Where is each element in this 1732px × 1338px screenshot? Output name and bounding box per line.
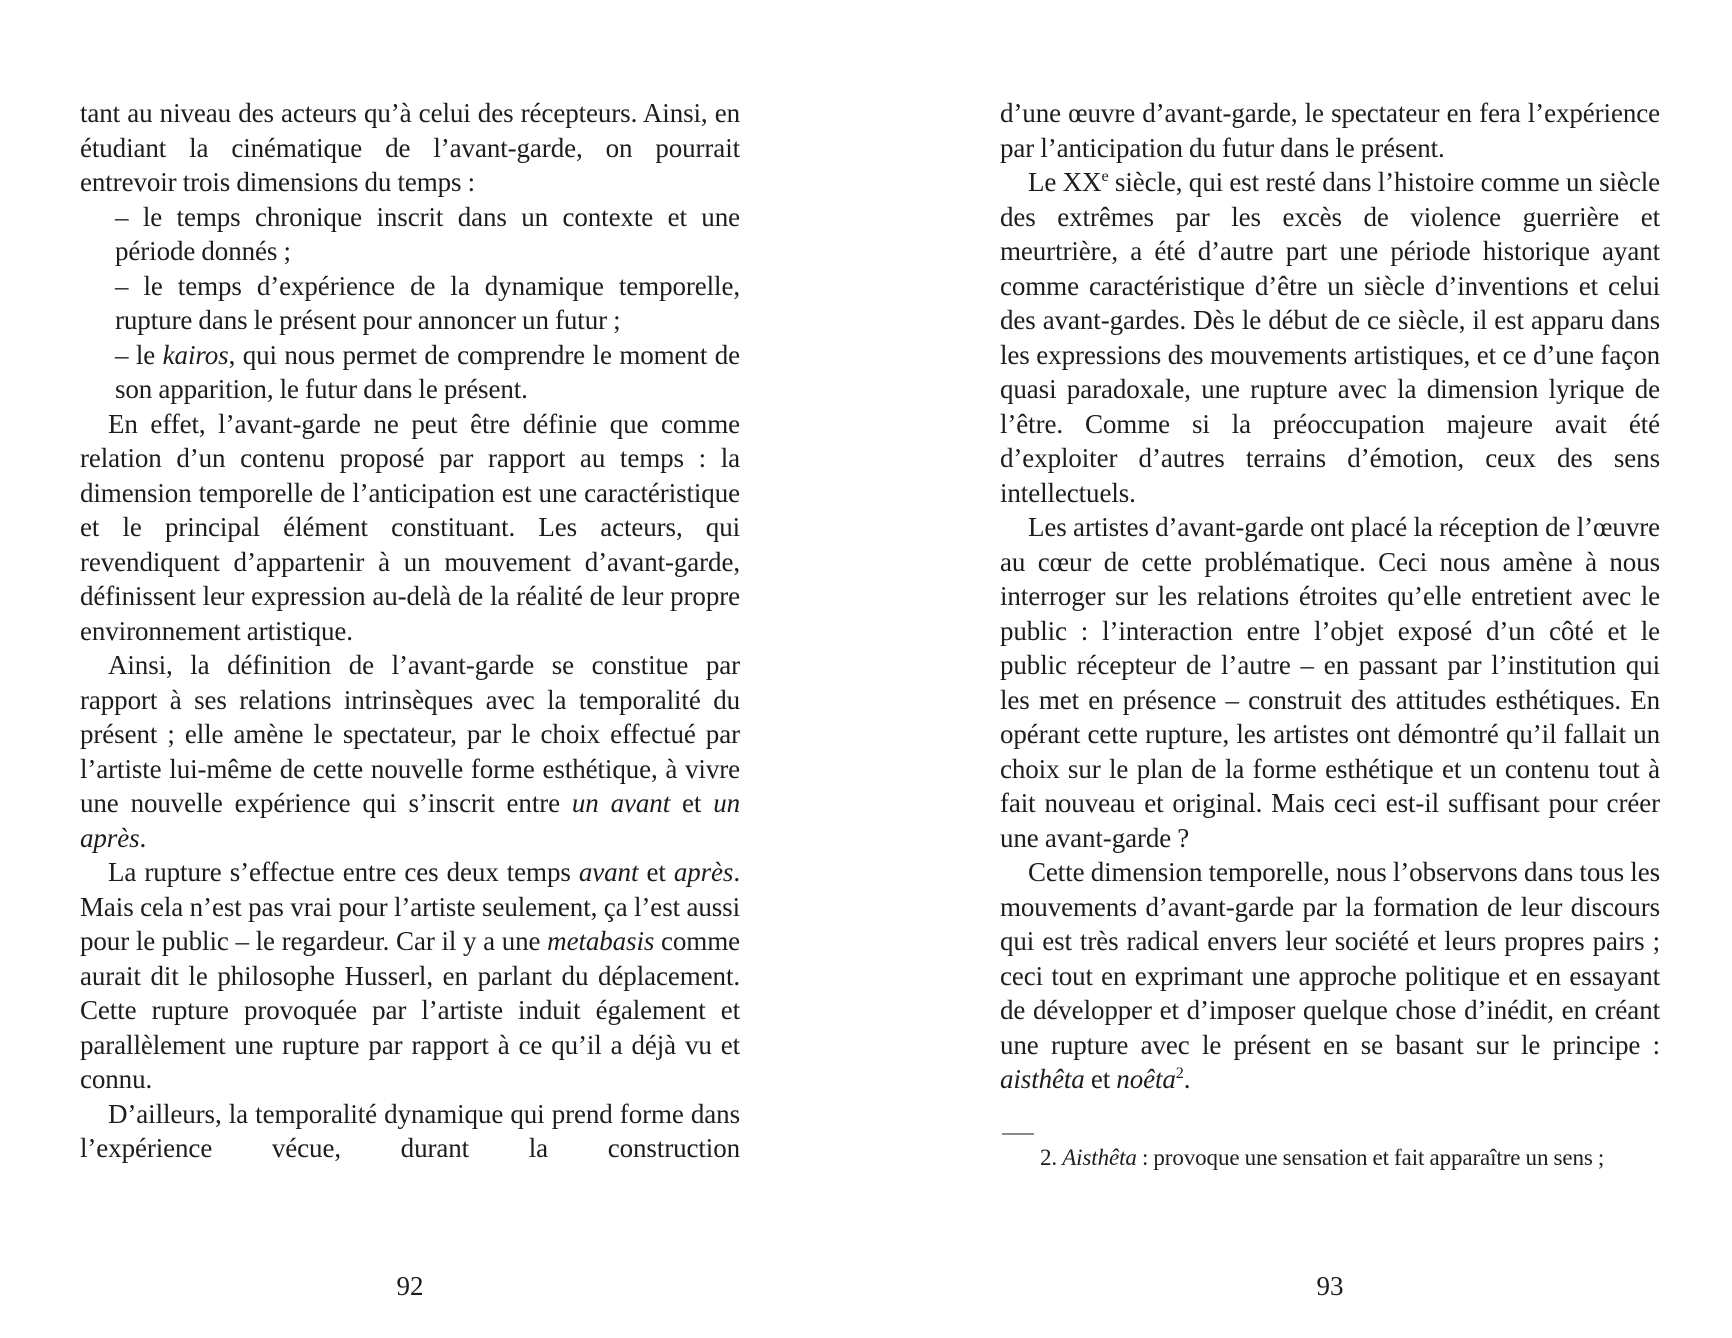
text-run: D’ailleurs, la temporalité dynamique qui prend forme dans l’expérience vécue, durant la construction: [80, 1098, 740, 1163]
text-run: siècle, qui est resté dans l’histoire comme un siècle des extrêmes par les excès de violence guerrière et meurtrière, a été d’autre part une période historique ayant comme caractéristique d’être un siècle d’inventions et celui des avant-gardes. Dès le début de ce siècle, il est apparu dans les expressions des mouvements artistiques, et ce d’une façon quasi paradoxale, une rupture avec la dimension lyrique de l’être. Comme si la préoccupation majeure avait été d’exploiter d’autres terrains d’émotion, ceux des sens intellectuels.: [1000, 167, 1660, 508]
text-run: , qui nous permet de comprendre le moment de son apparition, le futur dans le présent.: [115, 339, 740, 404]
paragraph: [80, 96, 740, 200]
text-run: Les artistes d’avant-garde ont placé la réception de l’œuvre au cœur de cette problématique. Ceci nous amène à nous interroger sur les relations étroites qu’elle entretient avec le public : l’interaction entre l’objet exposé d’un côté et le public récepteur de l’autre – en passant par l’institution qui les met en présence – construit des attitudes esthétiques. En opérant cette rupture, les artistes ont démontré qu’il fallait un choix sur le plan de la forme esthétique et un contenu tout à fait nouveau et original. Mais ceci est-il suffisant pour créer une avant-garde ?: [1000, 512, 1660, 853]
page-right-text: [1000, 96, 1660, 1173]
emphasis: aisthêta: [1000, 1064, 1085, 1094]
text-run: et: [670, 788, 714, 818]
text-run: comme aurait dit le philosophe Husserl, en parlant du déplacement. Cette rupture provoquée par l’artiste induit également et parallèlement une rupture par rapport à ce qu’il a déjà vu et connu.: [80, 926, 740, 1094]
footnote-separator: [1002, 1133, 1034, 1135]
emphasis: un après: [80, 788, 740, 853]
paragraph: [80, 1097, 740, 1166]
text-run: .: [139, 822, 147, 853]
emphasis: noêta: [1116, 1064, 1176, 1094]
text-run: Le XX: [1028, 167, 1102, 197]
paragraph: [80, 648, 740, 855]
emphasis: après: [673, 857, 734, 887]
text-run: tant au niveau des acteurs qu’à celui des récepteurs. Ainsi, en étudiant la cinématique de l’avant-garde, on pourrait entrevoir trois dimensions du temps :: [80, 98, 740, 197]
text-run: – le temps d’expérience de la dynamique temporelle, rupture dans le présent pour annoncer un futur ;: [115, 270, 740, 335]
page-left-text: [80, 96, 740, 1166]
paragraph: [1000, 855, 1660, 1097]
list-item: [80, 338, 740, 407]
paragraph: [80, 407, 740, 649]
emphasis: avant: [578, 857, 639, 887]
text-run: 2.: [1040, 1144, 1063, 1170]
text-run: .: [1183, 1064, 1191, 1094]
paragraph: [1000, 510, 1660, 855]
text-run: Cette dimension temporelle, nous l’observons dans tous les mouvements d’avant-garde par la formation de leur discours qui est très radical envers leur société et leurs propres pairs ; ceci tout en exprimant une approche politique et en essayant de développer et d’imposer quelque chose d’inédit, en créant une rupture avec le présent en se basant sur le principe :: [1000, 857, 1660, 1060]
text-run: En effet, l’avant-garde ne peut être définie que comme relation d’un contenu proposé par rapport au temps : la dimension temporelle de l’anticipation est une caractéristique et le principal élément constituant. Les acteurs, qui revendiquent d’appartenir à un mouvement d’avant-garde, définissent leur expression au-delà de la réalité de leur propre environnement artistique.: [80, 408, 740, 646]
paragraph: [1000, 165, 1660, 510]
text-run: : provoque une sensation et fait apparaître un sens ;: [1136, 1144, 1605, 1170]
superscript: e: [1101, 167, 1109, 185]
text-run: – le temps chronique inscrit dans un contexte et une période donnés ;: [115, 201, 740, 266]
page-number-right: 93: [1316, 1271, 1344, 1301]
paragraph: [80, 855, 740, 1097]
text-run: Ainsi, la définition de l’avant-garde se constitue par rapport à ses relations intrinsèques avec la temporalité du présent ; elle amène le spectateur, par le choix effectué par l’artiste lui-même de cette nouvelle forme esthétique, à vivre une nouvelle expérience qui s’inscrit entre: [80, 650, 740, 818]
list-item: [80, 269, 740, 338]
text-run: d’une œuvre d’avant-garde, le spectateur en fera l’expérience par l’anticipation du futur dans le présent.: [1000, 98, 1660, 163]
text-run: . Mais cela n’est pas vrai pour l’artiste seulement, ça l’est aussi pour le public – le regardeur. Car il y a une: [80, 857, 740, 956]
page-right: [866, 0, 1732, 1338]
text-run: et: [1084, 1064, 1117, 1094]
emphasis: metabasis: [547, 926, 655, 956]
emphasis: Aisthêta: [1062, 1144, 1137, 1170]
superscript: 2: [1175, 1064, 1184, 1082]
text-run: et: [638, 857, 674, 887]
emphasis: kairos: [162, 339, 229, 370]
emphasis: un avant: [571, 788, 671, 818]
footnote-text: [1000, 1143, 1660, 1173]
page-number-left: 92: [396, 1271, 424, 1301]
text-run: – le: [115, 339, 163, 370]
text-run: La rupture s’effectue entre ces deux temps: [108, 857, 579, 887]
list-item: [80, 200, 740, 269]
paragraph: [1000, 96, 1660, 165]
